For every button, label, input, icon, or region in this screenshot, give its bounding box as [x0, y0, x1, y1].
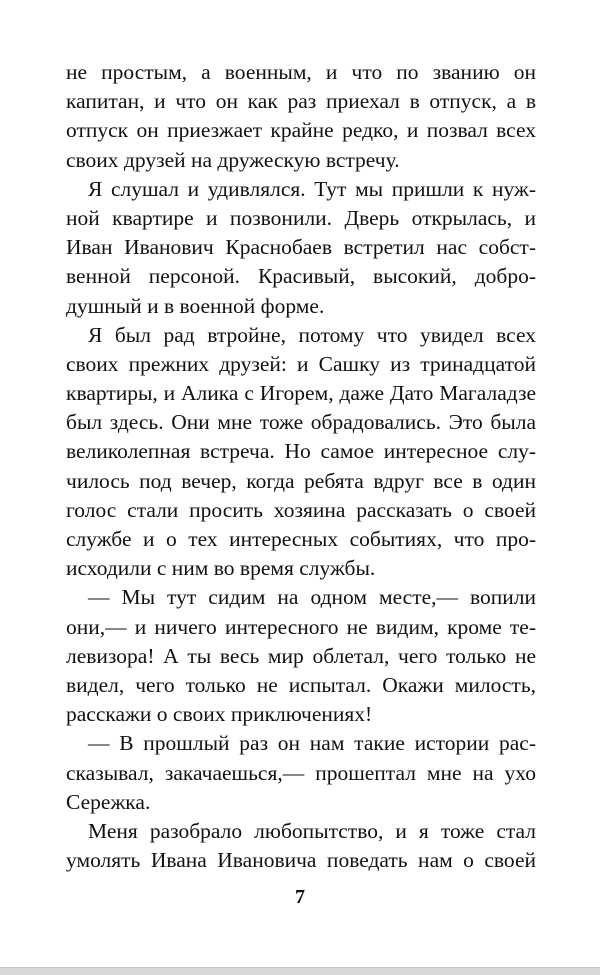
- text-line: они,— и ничего интересного не видим, кроме те-: [66, 614, 536, 639]
- text-line: Иван Иванович Краснобаев встретил нас собст-: [66, 235, 536, 260]
- text-line: исходили с ним во время службы.: [66, 556, 376, 581]
- text-line: капитан, и что он как раз приехал в отпуск, а в: [66, 89, 536, 114]
- text-line: был здесь. Они мне тоже обрадовались. Это была: [66, 410, 536, 435]
- text-line: не простым, а военным, и что по званию он: [66, 60, 536, 84]
- text-line: душный и в военной форме.: [66, 293, 325, 318]
- paragraph-start-line: Я слушал и удивлялся. Тут мы пришли к нуж-: [88, 176, 536, 201]
- text-line: чилось под вечер, когда ребята вдруг все в один: [66, 468, 536, 493]
- text-line: левизора! А ты весь мир облетал, чего только не: [66, 643, 536, 668]
- paragraph-start-line: — В прошлый раз он нам такие истории рас-: [88, 731, 536, 756]
- text-line: сказывал, закачаешься,— прошептал мне на ухо: [66, 760, 536, 785]
- text-line: ной квартире и позвонили. Дверь открылась, и: [66, 205, 536, 230]
- text-line: венной персоной. Красивый, высокий, добро-: [66, 264, 536, 289]
- text-line: отпуск он приезжает крайне редко, и позвал всех: [66, 118, 536, 143]
- text-line: службе и о тех интересных событиях, что про-: [66, 527, 536, 551]
- paragraph-start-line: — Мы тут сидим на одном месте,— вопили: [88, 585, 536, 610]
- text-line: своих друзей на дружескую встречу.: [66, 147, 400, 172]
- body-text: [66, 58, 536, 875]
- text-line: квартиры, и Алика с Игорем, даже Дато Магаладзе: [66, 381, 536, 406]
- text-line: умолять Ивана Ивановича поведать нам о своей: [66, 848, 536, 873]
- paragraph-start-line: Я был рад втройне, потому что увидел всех: [88, 322, 536, 347]
- text-line: голос стали просить хозяина рассказать о своей: [66, 497, 536, 522]
- text-line: великолепная встреча. Но самое интересное слу-: [66, 439, 536, 464]
- page-number: 7: [295, 886, 305, 908]
- text-line: своих прежних друзей: и Сашку из тринадцатой: [66, 351, 536, 376]
- text-line: Сережка.: [66, 789, 151, 814]
- text-line: расскажи о своих приключениях!: [66, 702, 373, 727]
- paragraph-start-line: Меня разобрало любопытство, и я тоже стал: [88, 818, 536, 843]
- text-line: видел, чего только не испытал. Окажи милость,: [66, 672, 536, 697]
